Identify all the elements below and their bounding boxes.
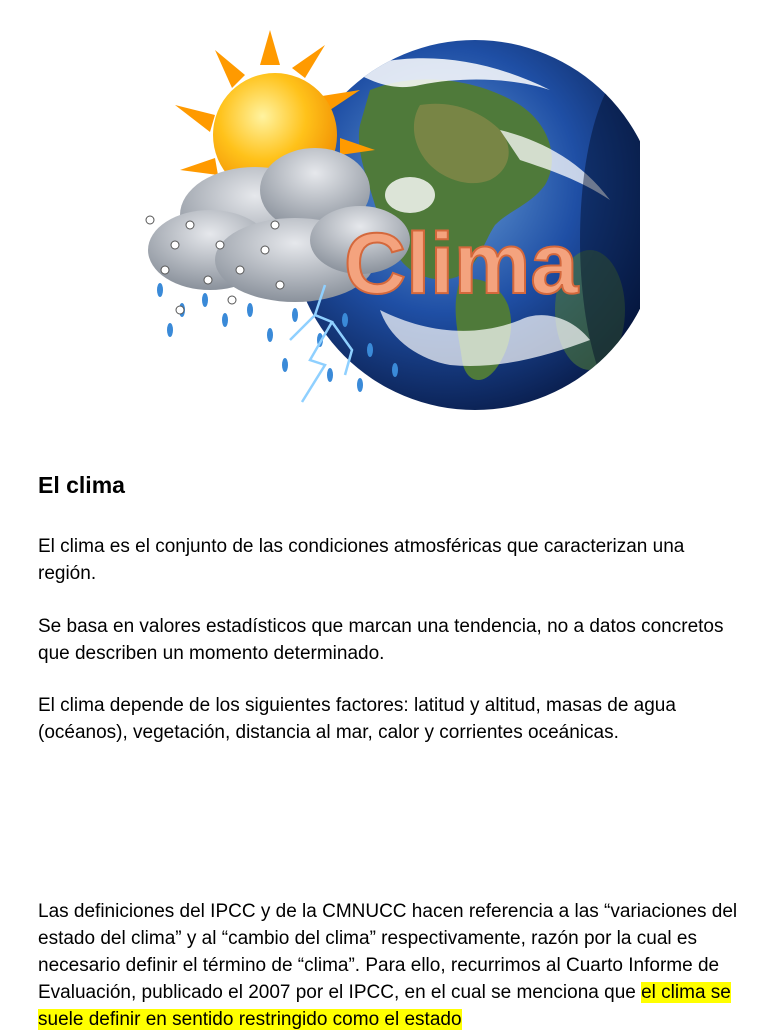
paragraph-statistics: Se basa en valores estadísticos que marcan una tendencia, no a datos concretos que describen un momento determinado. [38,616,724,664]
weather-globe-illustration [120,10,640,430]
ipcc-text: Las definiciones del IPCC y de la CMNUCC hacen referencia a las “variaciones del estado del clima” y al “cambio del clima” respectivamente, razón por la cual es necesario definir el término de “clima”. Para ello, recurrimos al Cuarto Informe de Evaluación, publicado el 2007 por el IPCC, en el cual se menciona que [38,901,738,1003]
section-heading: El clima [38,472,125,498]
paragraph-definition: El clima es el conjunto de las condiciones atmosféricas que caracterizan una región. [38,536,685,584]
weather-globe-graphic [120,10,640,430]
clima-overlay-word: Clima [344,216,579,312]
paragraph-ipcc [38,898,738,1033]
highlighted-text: el clima se suele definir en sentido restringido como el estado [38,982,731,1030]
paragraph-factors: El clima depende de los siguientes factores: latitud y altitud, masas de agua (océanos), vegetación, distancia al mar, calor y corrientes oceánicas. [38,695,676,743]
